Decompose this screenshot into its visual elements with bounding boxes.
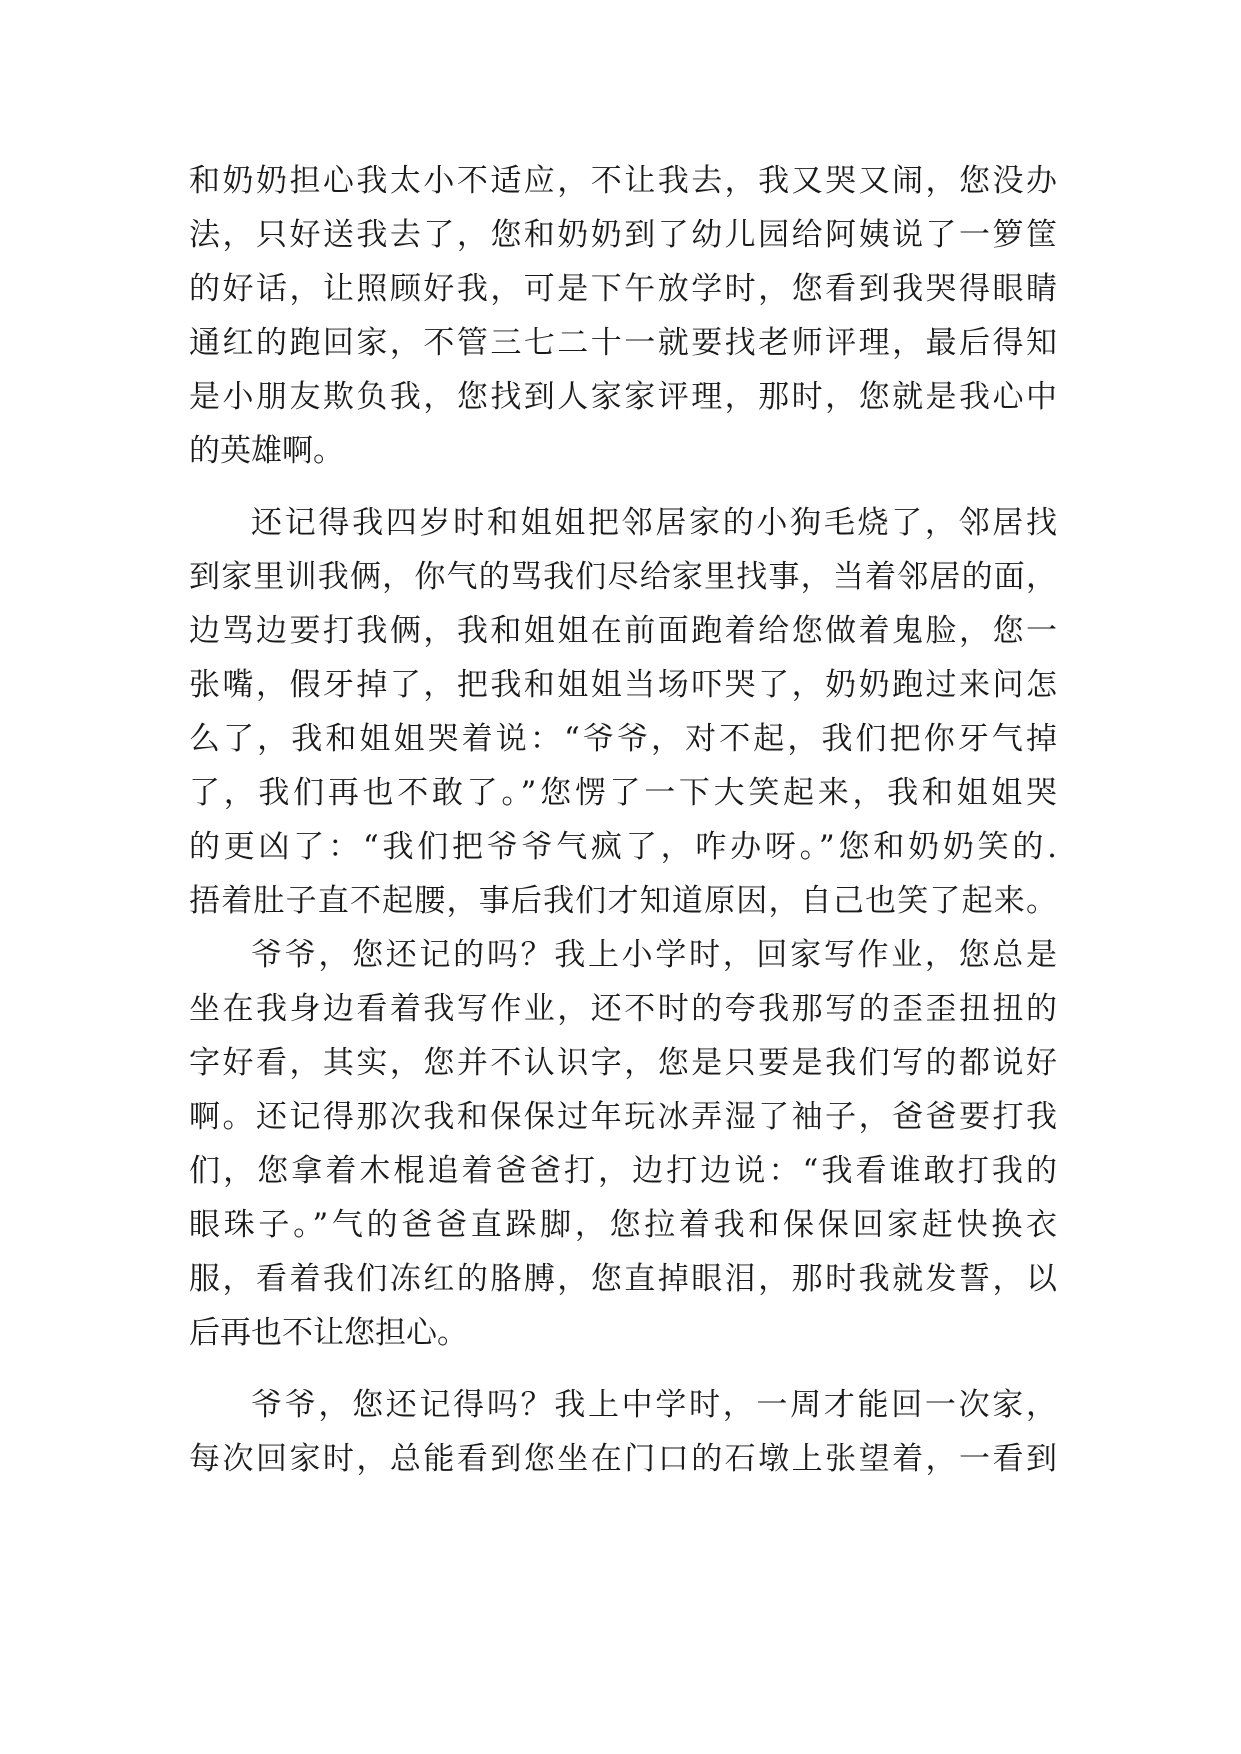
paragraph-spacing <box>189 478 1057 496</box>
text-line: 啊。还记得那次我和保保过年玩冰弄湿了袖子，爸爸要打我 <box>189 1099 1057 1135</box>
paragraph-2 <box>189 496 1057 928</box>
text-line: 通红的跑回家，不管三七二十一就要找老师评理，最后得知 <box>189 325 1057 361</box>
text-line: 到家里训我俩，你气的骂我们尽给家里找事，当着邻居的面， <box>189 559 1057 595</box>
text-line: 的英雄啊。 <box>189 433 344 469</box>
text-line: 的好话，让照顾好我，可是下午放学时，您看到我哭得眼睛 <box>189 271 1057 307</box>
paragraph-4 <box>189 1378 1057 1486</box>
text-line: 法，只好送我去了，您和奶奶到了幼儿园给阿姨说了一箩筐 <box>189 217 1057 253</box>
text-line: 捂着肚子直不起腰，事后我们才知道原因，自己也笑了起来。 <box>189 883 1057 919</box>
text-line: 边骂边要打我俩，我和姐姐在前面跑着给您做着鬼脸，您一 <box>189 613 1057 649</box>
paragraph-spacing <box>189 1360 1057 1378</box>
body-text <box>189 154 1057 1486</box>
text-line: 还记得我四岁时和姐姐把邻居家的小狗毛烧了，邻居找 <box>251 505 1057 541</box>
text-line: 字好看，其实，您并不认识字，您是只要是我们写的都说好 <box>189 1045 1057 1081</box>
text-line: 们，您拿着木棍追着爸爸打，边打边说：“我看谁敢打我的 <box>189 1153 1057 1189</box>
text-line: 张嘴，假牙掉了，把我和姐姐当场吓哭了，奶奶跑过来问怎 <box>189 667 1057 703</box>
text-line: 每次回家时，总能看到您坐在门口的石墩上张望着，一看到 <box>189 1441 1057 1477</box>
text-line: 了，我们再也不敢了。”您愣了一下大笑起来，我和姐姐哭 <box>189 775 1057 811</box>
text-line: 服，看着我们冻红的胳膊，您直掉眼泪，那时我就发誓，以 <box>189 1261 1057 1297</box>
text-line: 爷爷，您还记得吗？我上中学时，一周才能回一次家， <box>251 1387 1057 1423</box>
text-line: 爷爷，您还记的吗？我上小学时，回家写作业，您总是 <box>251 937 1057 973</box>
text-line: 和奶奶担心我太小不适应，不让我去，我又哭又闹，您没办 <box>189 163 1057 199</box>
paragraph-1 <box>189 154 1057 478</box>
text-line: 眼珠子。”气的爸爸直跺脚，您拉着我和保保回家赶快换衣 <box>189 1207 1057 1243</box>
text-line: 么了，我和姐姐哭着说：“爷爷，对不起，我们把你牙气掉 <box>189 721 1057 757</box>
text-line: 的更凶了：“我们把爷爷气疯了，咋办呀。”您和奶奶笑的. <box>189 829 1057 865</box>
text-line: 是小朋友欺负我，您找到人家家评理，那时，您就是我心中 <box>189 379 1057 415</box>
text-line: 后再也不让您担心。 <box>189 1315 468 1351</box>
paragraph-3 <box>189 928 1057 1360</box>
text-line: 坐在我身边看着我写作业，还不时的夸我那写的歪歪扭扭的 <box>189 991 1057 1027</box>
